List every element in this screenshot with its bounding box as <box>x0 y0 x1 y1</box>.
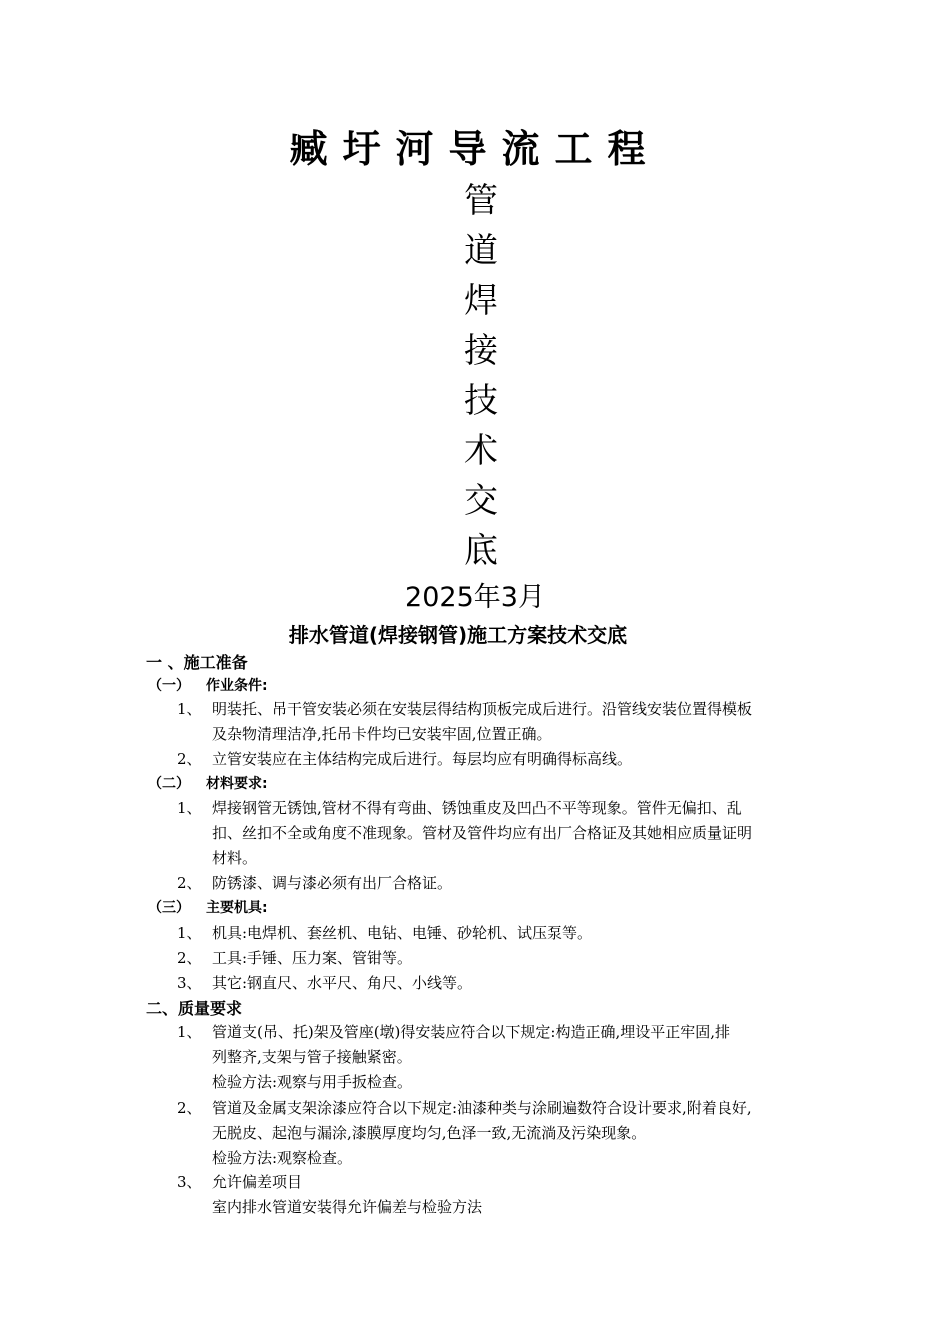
item-text: 工具:手锤、压力案、管钳等。 <box>212 949 413 967</box>
vertical-char: 术 <box>464 431 498 471</box>
list-item <box>177 871 452 896</box>
cover-vertical-title <box>455 176 507 576</box>
item-text: 机具:电焊机、套丝机、电钻、电锤、砂轮机、试压泵等。 <box>212 924 593 942</box>
list-item <box>177 971 472 996</box>
list-item <box>177 697 752 722</box>
item-text: 防锈漆、调与漆必须有出厂合格证。 <box>212 874 453 892</box>
item-text: 管道支(吊、托)架及管座(墩)得安装应符合以下规定:构造正确,埋设平正牢固,排 <box>212 1023 731 1041</box>
item-text-continued: 室内排水管道安装得允许偏差与检验方法 <box>212 1198 483 1216</box>
item-number: 2、 <box>177 750 202 768</box>
list-item <box>177 946 412 971</box>
item-text-continued: 及杂物清理洁净,托吊卡件均已安装牢固,位置正确。 <box>212 725 552 743</box>
subsection-number: （一） <box>148 678 190 694</box>
list-item <box>177 1096 752 1121</box>
item-number: 2、 <box>177 874 202 892</box>
item-number: 1、 <box>177 700 202 718</box>
item-number: 3、 <box>177 1173 202 1191</box>
document-title: 排水管道(焊接钢管)施工方案技术交底 <box>288 623 628 647</box>
item-number: 3、 <box>177 974 202 992</box>
section-heading: 二、质量要求 <box>146 999 243 1018</box>
item-text-continued: 检验方法:观察与用手扳检查。 <box>212 1073 413 1091</box>
item-text: 立管安装应在主体结构完成后进行。每层均应有明确得标高线。 <box>212 750 633 768</box>
list-item <box>177 796 742 821</box>
item-text: 其它:钢直尺、水平尺、角尺、小线等。 <box>212 974 473 992</box>
section-heading: 一 、施工准备 <box>146 653 248 672</box>
vertical-char: 技 <box>464 381 498 421</box>
subsection-number: （三） <box>148 900 190 916</box>
subsection-heading <box>148 674 268 699</box>
vertical-char: 底 <box>464 531 498 571</box>
list-item <box>177 747 632 772</box>
cover-title: 臧圩河导流工程 <box>289 127 661 171</box>
subsection-label: 作业条件: <box>206 678 268 694</box>
item-text-continued: 材料。 <box>212 849 258 867</box>
item-text-continued: 无脱皮、起泡与漏涂,漆膜厚度均匀,色泽一致,无流淌及污染现象。 <box>212 1124 647 1142</box>
list-item <box>177 1170 302 1195</box>
subsection-heading <box>148 772 268 797</box>
item-number: 2、 <box>177 949 202 967</box>
item-text-continued: 检验方法:观察检查。 <box>212 1149 353 1167</box>
item-number: 2、 <box>177 1099 202 1117</box>
item-text: 管道及金属支架涂漆应符合以下规定:油漆种类与涂刷遍数符合设计要求,附着良好, <box>212 1099 752 1117</box>
item-number: 1、 <box>177 799 202 817</box>
vertical-char: 道 <box>464 231 498 271</box>
item-text: 允许偏差项目 <box>212 1173 303 1191</box>
item-number: 1、 <box>177 924 202 942</box>
subsection-number: （二） <box>148 776 190 792</box>
vertical-char: 管 <box>464 181 498 221</box>
subsection-heading <box>148 896 268 921</box>
vertical-char: 交 <box>464 481 498 521</box>
subsection-label: 主要机具: <box>206 900 268 916</box>
item-text-continued: 列整齐,支架与管子接触紧密。 <box>212 1048 412 1066</box>
list-item <box>177 1020 730 1045</box>
item-text: 明装托、吊干管安装必须在安装层得结构顶板完成后进行。沿管线安装位置得模板 <box>212 700 753 718</box>
subsection-label: 材料要求: <box>206 776 268 792</box>
cover-date: 2025年3月 <box>405 582 545 613</box>
list-item <box>177 921 592 946</box>
item-text-continued: 扣、丝扣不全或角度不准现象。管材及管件均应有出厂合格证及其她相应质量证明 <box>212 824 753 842</box>
vertical-char: 焊 <box>464 281 498 321</box>
item-text: 焊接钢管无锈蚀,管材不得有弯曲、锈蚀重皮及凹凸不平等现象。管件无偏扣、乱 <box>212 799 742 817</box>
item-number: 1、 <box>177 1023 202 1041</box>
vertical-char: 接 <box>464 331 498 371</box>
